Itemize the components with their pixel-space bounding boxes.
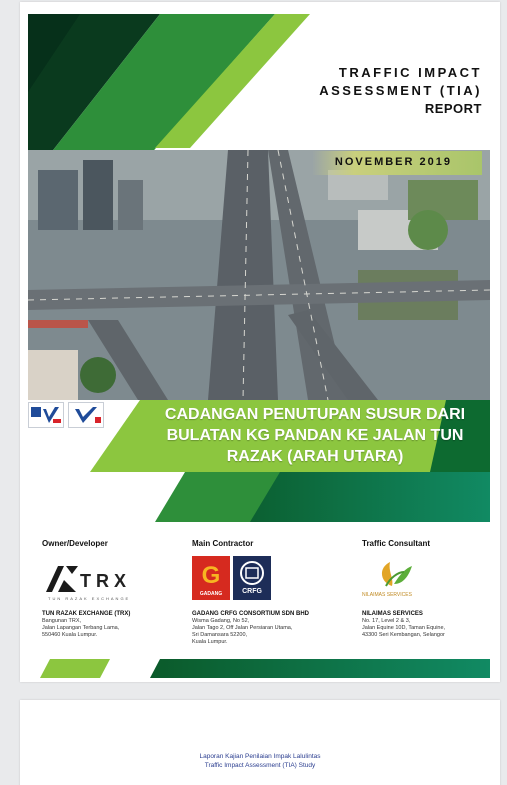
- leaf-icon: [370, 556, 414, 592]
- owner-address-2: Jalan Lapangan Terbang Lama,: [42, 625, 120, 631]
- second-page: [20, 700, 500, 785]
- trx-logo-text: TRX: [80, 571, 131, 591]
- crfg-emblem-icon: [233, 558, 271, 588]
- title-line-1: TRAFFIC IMPACT: [338, 65, 482, 80]
- trx-mark-icon: [44, 562, 80, 598]
- page2-line-1: Laporan Kajian Penilaian Impak Lalulintas: [199, 753, 321, 760]
- check-mark-icon: [29, 403, 65, 429]
- gadang-crfg-logo: [192, 556, 342, 604]
- consultant-address-1: No. 17, Level 2 & 3,: [362, 618, 411, 624]
- aerial-photo-drawing: [28, 150, 490, 400]
- nilaimas-logo: [362, 556, 500, 604]
- agency-logo-1: [28, 402, 64, 428]
- owner-heading: Owner/Developer: [42, 539, 108, 548]
- owner-address-3: 550460 Kuala Lumpur.: [42, 632, 98, 638]
- contractor-column: [192, 539, 342, 646]
- title-line-2: ASSESSMENT (TIA): [319, 83, 482, 98]
- consultant-heading: Traffic Consultant: [362, 539, 431, 548]
- crfg-logo: [233, 556, 271, 600]
- consultant-address-2: Jalan Equine 10D, Taman Equine,: [362, 625, 446, 631]
- check-mark-icon: [69, 403, 105, 429]
- gadang-letter: G: [201, 562, 221, 589]
- owner-column: [42, 539, 192, 639]
- contractor-heading: Main Contractor: [192, 539, 254, 548]
- date-banner: [312, 151, 482, 175]
- report-date: NOVEMBER 2019: [334, 156, 452, 168]
- title-line-3: REPORT: [424, 101, 482, 116]
- trx-logo-tagline: TUN RAZAK EXCHANGE: [48, 596, 131, 601]
- agency-logos: [28, 400, 104, 430]
- trx-logo: [42, 556, 192, 604]
- contractor-address-4: Kuala Lumpur.: [192, 639, 228, 645]
- consultant-address-3: 43300 Seri Kembangan, Selangor: [362, 632, 445, 638]
- report-title: [319, 64, 482, 118]
- agency-logo-2: [68, 402, 104, 428]
- footer-bar-light: [40, 659, 110, 678]
- owner-address-1: Bangunan TRX,: [42, 618, 82, 624]
- nilaimas-logo-text: NILAIMAS SERVICES: [362, 592, 412, 598]
- page2-line-2: Traffic Impact Assessment (TIA) Study: [204, 762, 316, 769]
- crfg-logo-text: CRFG: [242, 588, 262, 595]
- consultant-name: NILAIMAS SERVICES: [362, 611, 423, 617]
- owner-name: TUN RAZAK EXCHANGE (TRX): [42, 611, 131, 617]
- gadang-logo-text: GADANG: [199, 591, 223, 597]
- contractor-name: GADANG CRFG CONSORTIUM SDN BHD: [192, 611, 309, 617]
- cover-page: [20, 2, 500, 682]
- contractor-address-2: Jalan Tago 2, Off Jalan Persiaran Utama,: [192, 625, 293, 631]
- project-title: CADANGAN PENUTUPAN SUSUR DARI BULATAN KG PANDAN KE JALAN TUN RAZAK (ARAH UTARA): [164, 406, 466, 465]
- gadang-logo: [192, 556, 230, 600]
- footer-bar-dark: [150, 659, 490, 678]
- page2-header: [20, 752, 500, 770]
- aerial-highway-photo: [28, 150, 490, 400]
- contractor-address-3: Sri Damansara 52200,: [192, 632, 248, 638]
- consultant-column: [362, 539, 500, 639]
- contractor-address-1: Wisma Gadang, No 52,: [192, 618, 250, 624]
